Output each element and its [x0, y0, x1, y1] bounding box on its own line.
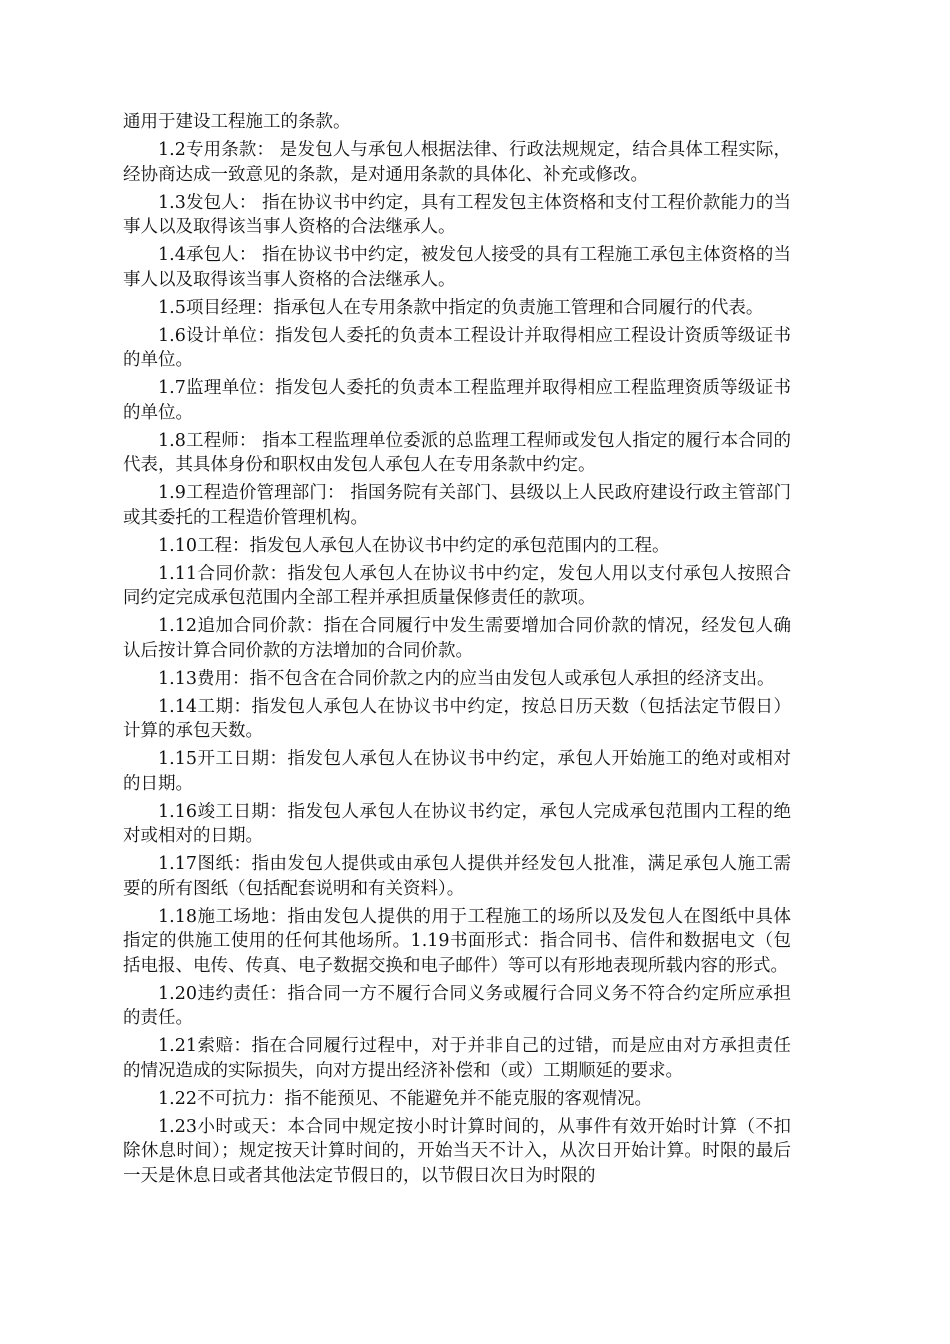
- clause-1-14-duration: 1.14工期：指发包人承包人在协议书中约定，按总日历天数（包括法定节假日）计算的承包天数。: [123, 696, 791, 741]
- clause-1-10-works: 1.10工程：指发包人承包人在协议书中约定的承包范围内的工程。: [158, 535, 670, 556]
- clause-1-9-cost-management-dept: 1.9工程造价管理部门： 指国务院有关部门、县级以上人民政府建设行政主管部门或其委托的工程造价管理机构。: [123, 483, 791, 528]
- clause-1-7-supervision-unit: 1.7监理单位：指发包人委托的负责本工程监理并取得相应工程监理资质等级证书的单位。: [123, 378, 791, 423]
- clause-1-2-special-terms: 1.2专用条款： 是发包人与承包人根据法律、行政法规规定，结合具体工程实际，经协商达成一致意见的条款，是对通用条款的具体化、补充或修改。: [123, 140, 791, 185]
- clause-1-3-employer: 1.3发包人： 指在协议书中约定，具有工程发包主体资格和支付工程价款能力的当事人以及取得该当事人资格的合法继承人。: [123, 192, 791, 237]
- clause-1-4-contractor: 1.4承包人： 指在协议书中约定，被发包人接受的具有工程施工承包主体资格的当事人以及取得该当事人资格的合法继承人。: [123, 245, 791, 290]
- clause-1-5-project-manager: 1.5项目经理：指承包人在专用条款中指定的负责施工管理和合同履行的代表。: [158, 297, 764, 318]
- clause-1-15-commencement-date: 1.15开工日期：指发包人承包人在协议书中约定，承包人开始施工的绝对或相对的日期。: [123, 749, 791, 794]
- clause-1-22-force-majeure: 1.22不可抗力：指不能预见、不能避免并不能克服的客观情况。: [158, 1088, 652, 1109]
- clause-1-20-liability: 1.20违约责任：指合同一方不履行合同义务或履行合同义务不符合约定所应承担的责任。: [123, 983, 791, 1028]
- paragraph-continuation: 通用于建设工程施工的条款。: [123, 112, 351, 132]
- document-page: [123, 110, 791, 1192]
- clause-1-11-contract-price: 1.11合同价款：指发包人承包人在协议书中约定，发包人用以支付承包人按照合同约定完成承包范围内全部工程并承担质量保修责任的款项。: [123, 563, 791, 608]
- clause-1-23-hours-or-days: 1.23小时或天：本合同中规定按小时计算时间的，从事件有效开始时计算（不扣除休息时间）；规定按天计算时间的，开始当天不计入，从次日开始计算。时限的最后一天是休息日或者其他法定节假日的，以节假日次日为时限的: [123, 1116, 791, 1186]
- clause-1-21-claims: 1.21索赔：指在合同履行过程中，对于并非自己的过错，而是应由对方承担责任的情况造成的实际损失，向对方提出经济补偿和（或）工期顺延的要求。: [123, 1036, 791, 1081]
- clause-1-13-costs: 1.13费用：指不包含在合同价款之内的应当由发包人或承包人承担的经济支出。: [158, 668, 775, 689]
- clause-1-16-completion-date: 1.16竣工日期：指发包人承包人在协议书约定，承包人完成承包范围内工程的绝对或相对的日期。: [123, 801, 791, 846]
- clause-1-17-drawings: 1.17图纸：指由发包人提供或由承包人提供并经发包人批准，满足承包人施工需要的所有图纸（包括配套说明和有关资料）。: [123, 854, 791, 899]
- clause-1-6-design-unit: 1.6设计单位：指发包人委托的负责本工程设计并取得相应工程设计资质等级证书的单位。: [123, 325, 791, 370]
- clause-1-8-engineer: 1.8工程师： 指本工程监理单位委派的总监理工程师或发包人指定的履行本合同的代表，其具体身份和职权由发包人承包人在专用条款中约定。: [123, 430, 791, 475]
- clause-1-12-additional-price: 1.12追加合同价款：指在合同履行中发生需要增加合同价款的情况，经发包人确认后按计算合同价款的方法增加的合同价款。: [123, 616, 791, 661]
- clause-1-18-1-19-site-and-written-form: 1.18施工场地：指由发包人提供的用于工程施工的场所以及发包人在图纸中具体指定的供施工使用的任何其他场所。1.19书面形式：指合同书、信件和数据电文（包括电报、电传、传真、电子数据交换和电子邮件）等可以有形地表现所载内容的形式。: [123, 906, 791, 976]
